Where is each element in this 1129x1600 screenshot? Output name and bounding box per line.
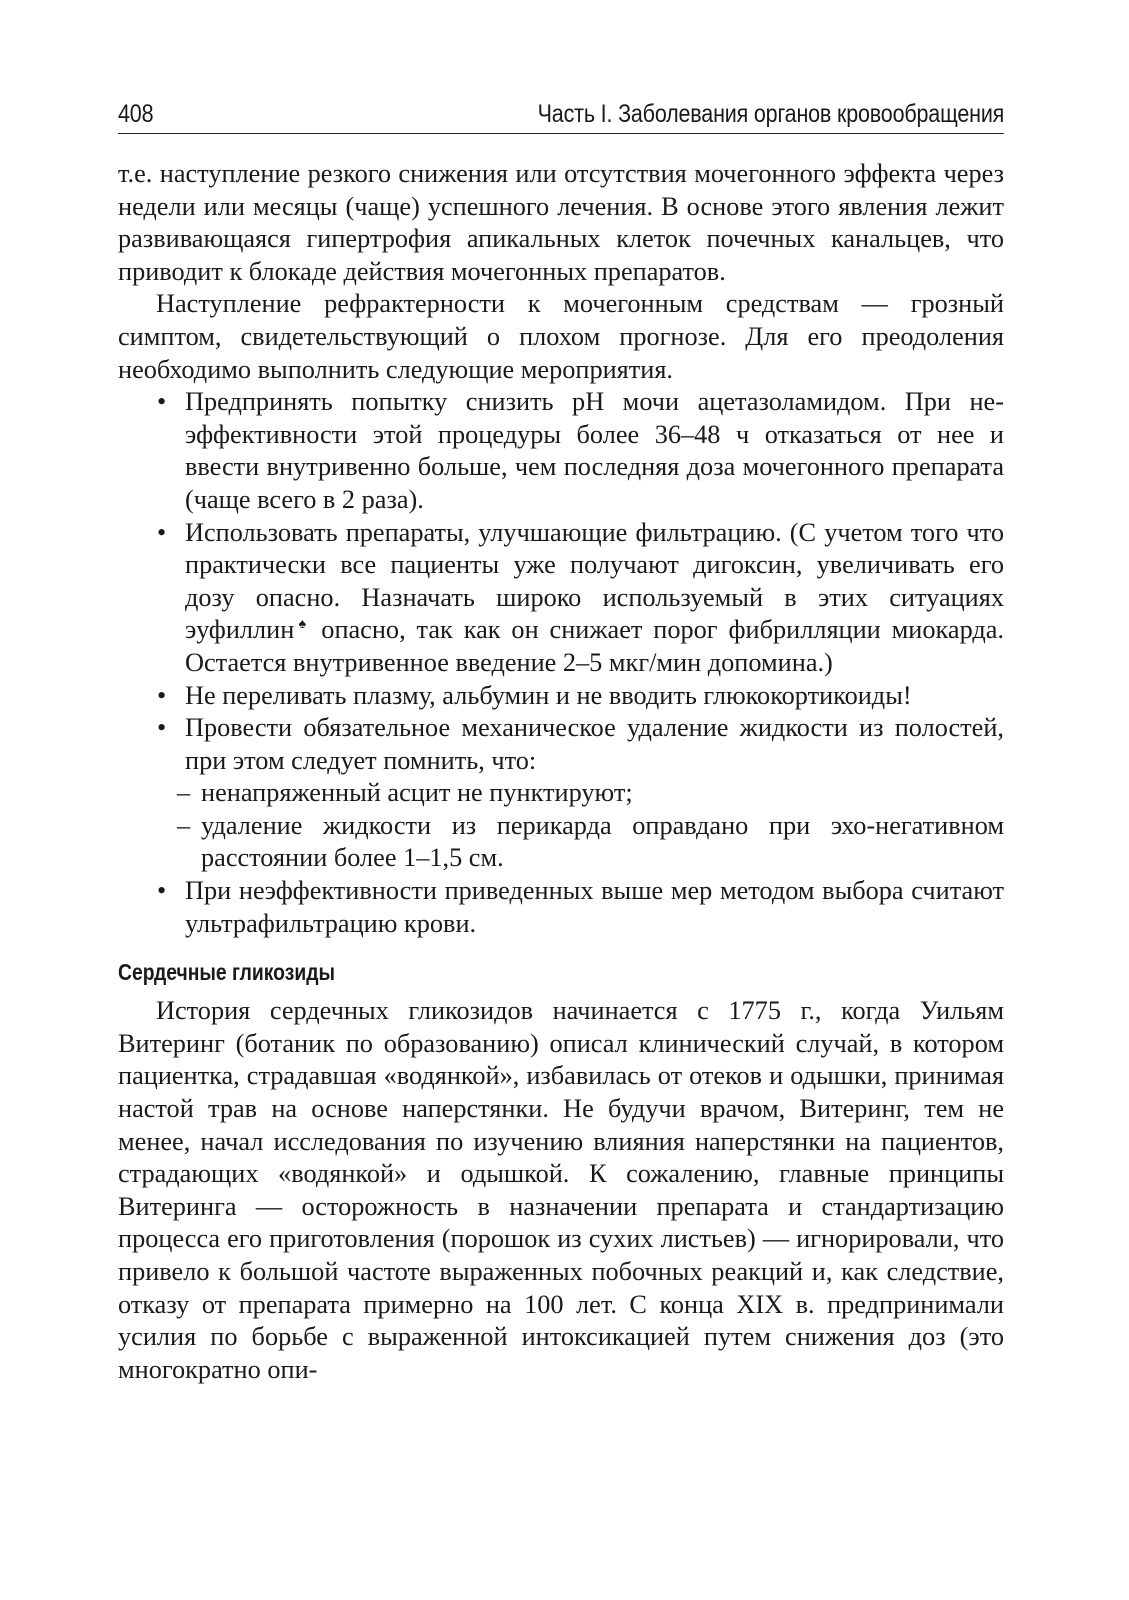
list-item <box>118 386 1004 516</box>
running-title: Часть I. Заболевания органов кровообращения <box>537 100 1005 128</box>
bullet-icon: • <box>157 876 167 906</box>
bullet-icon: • <box>157 387 167 417</box>
body-text <box>118 158 1004 1386</box>
section-heading: Сердечные гликозиды <box>118 959 335 986</box>
list-item-text: При неэффективности приведенных выше мер методом выбора считают ультрафильтрацию крови. <box>185 876 1004 938</box>
list-item <box>118 712 1004 875</box>
bullet-icon: • <box>157 680 167 710</box>
list-item <box>118 680 1004 713</box>
paragraph: Наступление рефрактерности к мочегонным средствам — грозный симптом, свидетельствующий о плохом прогнозе. Для его преодоления необходимо выполнить следующие мероприятия. <box>118 289 1004 384</box>
list-item-text: Провести обязательное механическое удаление жидкости из полостей, при этом следует помнить, что: <box>185 713 1004 775</box>
sub-list-item <box>177 810 1004 875</box>
list-item-text: Использовать препараты, улучшающие фильтрацию. (С учетом того что практически все пациенты уже получают дигоксин, увеличивать его дозу опасно. Назначать широко используемый в этих ситуациях эуфиллин <box>185 517 1004 645</box>
dash-icon: – <box>177 778 191 808</box>
bullet-icon: • <box>157 713 167 743</box>
page-number: 408 <box>118 100 154 128</box>
trade-name-mark: ♠ <box>294 617 311 633</box>
dash-icon: – <box>177 810 191 840</box>
sub-list-item-text: удаление жидкости из перикарда оправдано при эхо-негативном расстоянии более 1–1,5 см. <box>201 810 1004 873</box>
sub-list-item <box>177 777 1004 810</box>
list-item <box>118 875 1004 940</box>
running-header <box>118 100 1004 134</box>
book-page <box>118 100 1004 1386</box>
list-item <box>118 517 1004 680</box>
paragraph: История сердечных гликозидов начинается с 1775 г., когда Уильям Витеринг (ботаник по образованию) описал клинический случай, в котором пациентка, страдавшая «водянкой», избавилась от отеков и одышки, принимая настой трав на основе наперстянки. Не будучи врачом, Витеринг, тем не менее, начал исследования по изучению влияния наперстянки на пациентов, страдающих «водянкой» и одышкой. К сожалению, главные принципы Витеринга — осторожность в назначении препарата и стандартизацию процесса его приготовления (порошок из сухих листьев) — игнорировали, что привело к большой частоте выраженных побочных реакций и, как следствие, отказу от препарата примерно на 100 лет. С конца XIX в. предпринимали усилия по борьбе с выраженной интоксикацией путем снижения доз (это многократно опи- <box>118 996 1004 1384</box>
list-item-text: Предпринять попытку снизить pH мочи ацетазоламидом. При неэффективности этой процедуры более 36–48 ч отказаться от нее и ввести внутривенно больше, чем последняя доза мочегонного препарата (чаще всего в 2 раза). <box>185 387 1004 514</box>
list-item-text: Не переливать плазму, альбумин и не вводить глюкокортикоиды! <box>185 680 912 710</box>
sub-list <box>177 777 1004 875</box>
sub-list-item-text: ненапряженный асцит не пунктируют; <box>201 778 633 808</box>
measures-list <box>118 386 1004 940</box>
list-item-text: опасно, так как он снижает порог фибрилляции миокарда. Остается внутривенное введение 2–5 мкг/мин допомина.) <box>185 615 1004 677</box>
bullet-icon: • <box>157 517 167 547</box>
paragraph: т.е. наступление резкого снижения или отсутствия мочегонного эффекта через недели или месяцы (чаще) успешного лечения. В основе этого явления лежит развивающаяся гипертрофия апикальных клеток почечных канальцев, что приводит к блокаде действия мочегонных препаратов. <box>118 159 1004 286</box>
